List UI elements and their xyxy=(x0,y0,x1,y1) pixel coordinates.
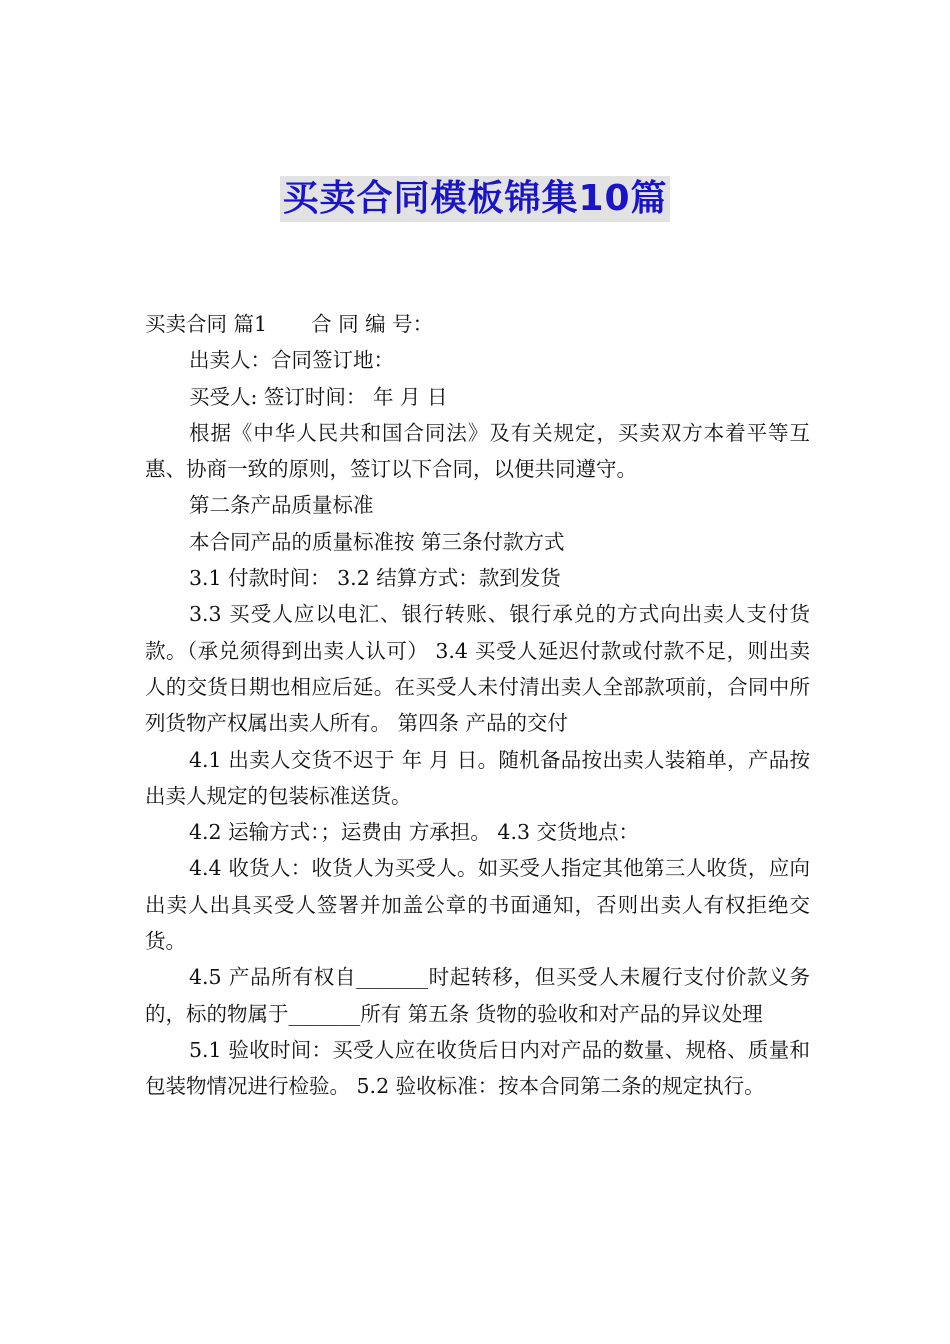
paragraph-seller: 出卖人：合同签订地： xyxy=(189,348,394,373)
document-title: 买卖合同模板锦集10篇 xyxy=(280,176,669,222)
paragraph-5-1: 5.1 验收时间：买受人应在收货后日内对产品的数量、规格、质量和包装物情况进行检验。 5.2 验收标准：按本合同第二条的规定执行。 xyxy=(145,1037,810,1099)
title-container xyxy=(0,176,950,222)
paragraph-preamble: 根据《中华人民共和国合同法》及有关规定，买卖双方本着平等互惠、协商一致的原则，签订以下合同，以便共同遵守。 xyxy=(145,420,810,482)
paragraph-3-3: 3.3 买受人应以电汇、银行转账、银行承兑的方式向出卖人支付货款。（承兑须得到出卖人认可） 3.4 买受人延迟付款或付款不足，则出卖人的交货日期也相应后延。在买受人未付清出卖人全部款项前，合同中所列货物产权属出卖人所有。 第四条 产品的交付 xyxy=(145,602,810,736)
paragraph-4-5: 4.5 产品所有权自_______时起转移，但买受人未履行支付价款义务的，标的物属于_______所有 第五条 货物的验收和对产品的异议处理 xyxy=(145,965,810,1026)
paragraph-buyer: 买受人: 签订时间： 年 月 日 xyxy=(189,384,448,409)
paragraph-contract-header xyxy=(145,306,810,342)
paragraph-4-2: 4.2 运输方式：；运费由 方承担。 4.3 交货地点： xyxy=(189,820,640,845)
paragraph-quality-standard: 本合同产品的质量标准按 第三条付款方式 xyxy=(189,529,565,554)
paragraph-4-1: 4.1 出卖人交货不迟于 年 月 日。随机备品按出卖人装箱单，产品按出卖人规定的包装标准送货。 xyxy=(145,747,810,808)
paragraph-4-4: 4.4 收货人：收货人为买受人。如买受人指定其他第三人收货，应向出卖人出具买受人签署并加盖公章的书面通知，否则出卖人有权拒绝交货。 xyxy=(145,856,810,954)
paragraph-3-1: 3.1 付款时间： 3.2 结算方式：款到发货 xyxy=(189,566,561,591)
contract-section-label: 买卖合同 篇1 xyxy=(145,312,268,336)
document-body xyxy=(145,306,810,1105)
contract-number-label: 合 同 编 号： xyxy=(311,312,434,336)
paragraph-article-2: 第二条产品质量标准 xyxy=(189,493,374,518)
